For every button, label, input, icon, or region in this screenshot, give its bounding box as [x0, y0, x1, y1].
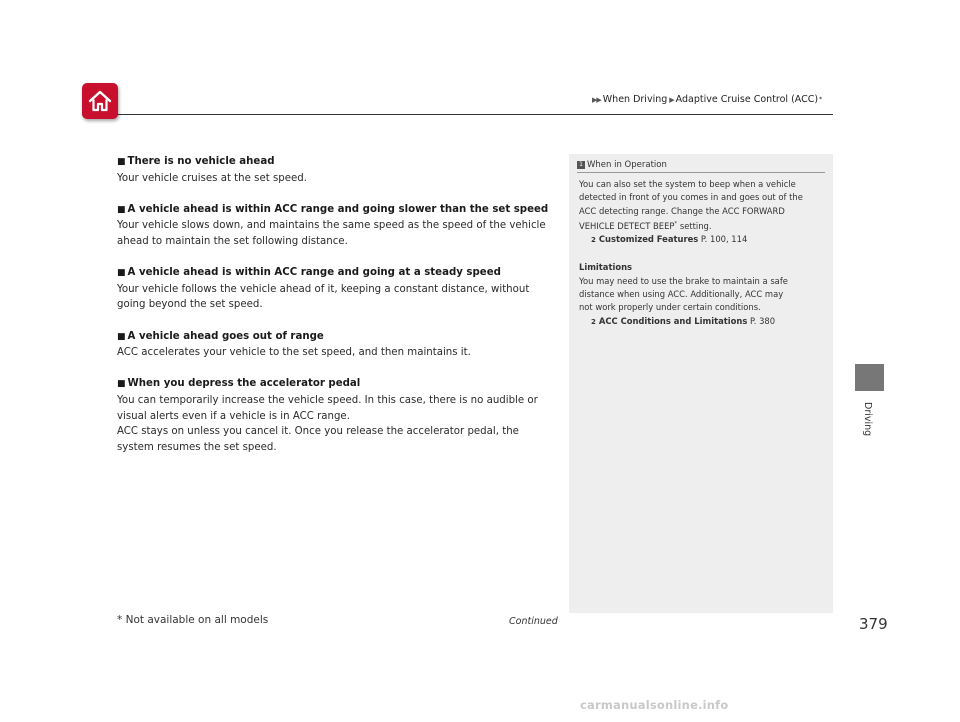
body-line: visual alerts even if a vehicle is in ACC range.: [117, 410, 350, 422]
breadcrumb-arrow-icon: ▶▶: [592, 95, 601, 104]
body-line: ahead to maintain the set following distance.: [117, 235, 348, 247]
body-line: system resumes the set speed.: [117, 441, 277, 453]
breadcrumb-arrow-icon: ▶: [669, 95, 674, 104]
sidebar-line: VEHICLE DETECT BEEP* setting.: [579, 221, 712, 232]
square-bullet-icon: ■: [117, 204, 126, 215]
breadcrumb-acc[interactable]: Adaptive Cruise Control (ACC): [675, 94, 819, 105]
footnote: * Not available on all models: [117, 614, 269, 626]
header-divider: [117, 114, 833, 115]
home-button[interactable]: [82, 83, 118, 119]
sidebar-line: detected in front of you comes in and goes out of the: [579, 192, 803, 203]
section-heading: ■ There is no vehicle ahead: [117, 156, 275, 167]
section-heading: ■ A vehicle ahead goes out of range: [117, 330, 324, 342]
chapter-tab[interactable]: [855, 364, 884, 391]
section-heading: ■ When you depress the accelerator pedal: [117, 378, 361, 390]
sidebar-line: distance when using ACC. Additionally, ACC may: [579, 289, 784, 300]
sidebar-title: [577, 157, 825, 173]
reference-link-acc-conditions[interactable]: 2 ACC Conditions and Limitations P. 380: [591, 315, 776, 326]
continued-label: Continued: [509, 616, 558, 627]
sidebar-line: not work properly under certain conditions.: [579, 302, 761, 313]
chapter-label: Driving: [862, 402, 873, 437]
body-line: ACC stays on unless you cancel it. Once you release the accelerator pedal, the: [117, 426, 519, 438]
sidebar-line: You can also set the system to beep when a vehicle: [579, 179, 796, 189]
section-heading: ■ A vehicle ahead is within ACC range and going at a steady speed: [117, 267, 501, 279]
sidebar-title-text: When in Operation: [587, 159, 667, 170]
square-bullet-icon: ■: [117, 331, 126, 342]
section-heading: ■ A vehicle ahead is within ACC range and going slower than the set speed: [117, 203, 549, 215]
square-bullet-icon: ■: [117, 379, 126, 390]
spacer: [579, 248, 823, 261]
body-line: Your vehicle cruises at the set speed.: [117, 172, 307, 184]
page-number: 379: [859, 615, 888, 633]
watermark: carmanualsonline.info: [580, 698, 729, 712]
body-line: going beyond the set speed.: [117, 299, 263, 311]
section-vehicle-steady: [117, 265, 559, 313]
body-line: You can temporarily increase the vehicle speed. In this case, there is no audible or: [117, 394, 538, 406]
section-accelerator: [117, 376, 559, 455]
info-sidebar: [569, 154, 833, 613]
body-line: Your vehicle slows down, and maintains the same speed as the speed of the vehicle: [117, 220, 546, 232]
main-content: [117, 154, 559, 471]
home-icon: [87, 89, 113, 113]
section-no-vehicle: [117, 154, 559, 186]
body-line: ACC accelerates your vehicle to the set speed, and then maintains it.: [117, 347, 471, 359]
section-out-of-range: [117, 329, 559, 361]
square-bullet-icon: ■: [117, 157, 126, 167]
section-vehicle-slower: [117, 202, 559, 250]
limitations-heading: Limitations: [579, 262, 633, 273]
sidebar-badge: 1: [577, 161, 585, 169]
reference-link-customized-features[interactable]: 2 Customized Features P. 100, 114: [591, 234, 748, 245]
sidebar-line: ACC detecting range. Change the ACC FORWARD: [579, 205, 785, 216]
sidebar-line: You may need to use the brake to maintain a safe: [579, 275, 788, 286]
reference-arrow-icon: 2: [591, 236, 596, 245]
breadcrumb: [590, 94, 822, 105]
reference-arrow-icon: 2: [591, 317, 596, 326]
breadcrumb-star: *: [819, 96, 823, 103]
body-line: Your vehicle follows the vehicle ahead of it, keeping a constant distance, without: [117, 283, 530, 295]
breadcrumb-when-driving[interactable]: When Driving: [602, 94, 668, 105]
square-bullet-icon: ■: [117, 268, 126, 279]
sidebar-body: [569, 173, 833, 329]
